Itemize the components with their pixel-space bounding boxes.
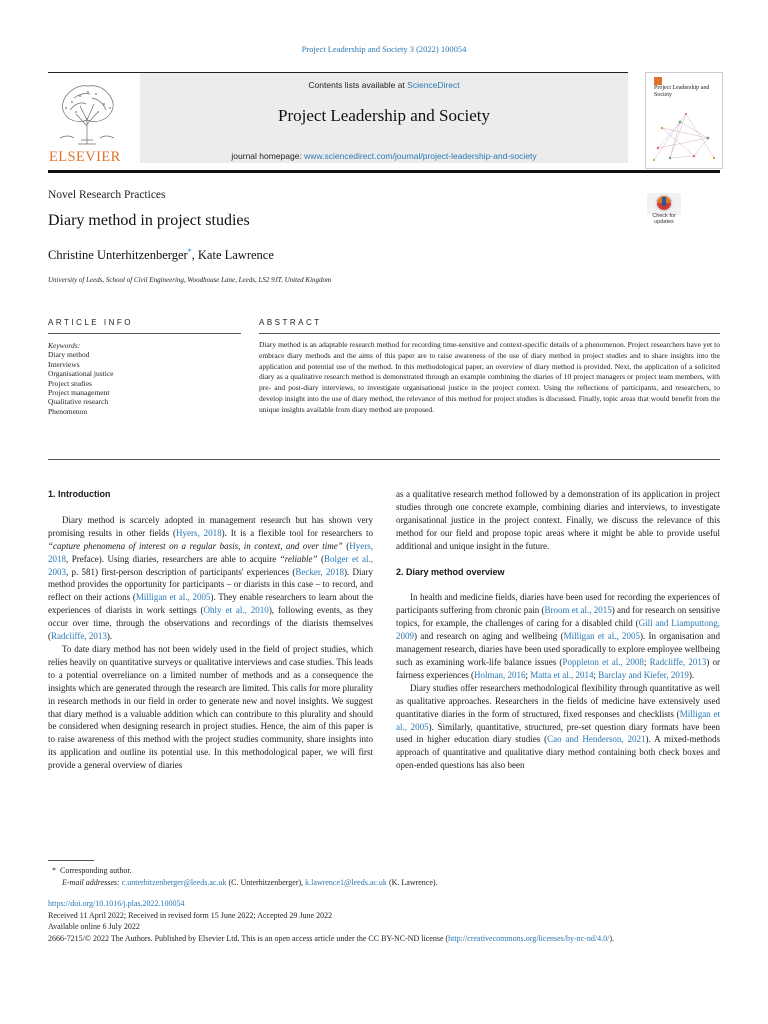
corresponding-author-text: Corresponding author. <box>60 866 132 875</box>
text-run: ). They enable researchers to learn about the experiences of diarists in work settings ( <box>48 592 373 616</box>
text-run: ) and research on aging and wellbeing ( <box>414 631 564 642</box>
text-run: ). Diary method provides the opportunity for participants – or diarists in this case – to record, and reflect on their actions ( <box>48 566 373 603</box>
article-info-heading: ARTICLE INFO <box>48 318 133 327</box>
email-owner-2: (K. Lawrence). <box>386 878 438 887</box>
license-line <box>48 933 720 945</box>
intro-paragraph-continued: as a qualitative research method followed by a demonstration of its application in project studies through one concrete example, combining diaries and interviews, to investigate organisational justice in the project context. Finally, we discuss the relevance of this method for our field and propose topic areas where it might be able to provide useful additional and unique insight in the future. <box>396 489 720 551</box>
citation-link[interactable]: Milligan et al., 2005 <box>135 592 211 603</box>
text-run: ( <box>342 540 350 551</box>
text-run: Diary studies offer researchers methodological flexibility through quantitative as well as qualitative approaches. Researchers in the fields of medicine have extensively used quantitative diaries in the form of structured, fixed responses and checklists ( <box>396 682 720 719</box>
header-thick-rule <box>48 170 720 173</box>
badge-line-2: updates <box>654 219 674 225</box>
abstract-heading: ABSTRACT <box>259 318 322 327</box>
corresponding-author-mark[interactable]: * <box>187 247 192 256</box>
overview-paragraph-2 <box>396 682 720 772</box>
citation-link[interactable]: Radcliffe, 2013 <box>51 631 107 642</box>
citation-link[interactable]: Hyers, 2018 <box>175 527 222 538</box>
citation-link[interactable]: Broom et al., 2015 <box>544 605 612 616</box>
keyword: Qualitative research <box>48 397 109 407</box>
citation-link[interactable]: Poppleton et al., 2008 <box>562 656 644 667</box>
text-run: ). Similarly, quantitative, structured, pre-set question diary formats have been used in higher education diary studies ( <box>396 721 720 745</box>
journal-homepage-line <box>140 151 628 161</box>
text-run: ; <box>593 669 599 680</box>
citation-link[interactable]: Milligan et al., 2005 <box>396 708 721 732</box>
citation-link[interactable]: Ohly et al., 2010 <box>203 605 269 616</box>
article-section-label: Novel Research Practices <box>48 189 166 201</box>
text-run: ) and for research on sensitive topics, for example, the challenges of caring for a disabled child ( <box>396 605 721 629</box>
citation-link[interactable]: Milligan et al., 2005 <box>563 631 640 642</box>
email-link-1[interactable]: c.unterhitzenberger@leeds.ac.uk <box>121 878 227 887</box>
elsevier-logo[interactable] <box>48 78 126 166</box>
citation-link[interactable]: Gill and Liamputtong, 2009 <box>396 618 720 642</box>
body-column-right <box>396 488 720 772</box>
footnotes <box>48 865 720 889</box>
citation-link[interactable]: Becker, 2018 <box>295 566 345 577</box>
text-run: , p. 581) first-person description of participants' experiences ( <box>66 566 296 577</box>
email-addresses <box>48 877 720 889</box>
email-link-2[interactable]: k.lawrence1@leeds.ac.uk <box>305 878 387 887</box>
author-separator: , <box>191 248 198 263</box>
citation-link[interactable]: Cao and Henderson, 2021 <box>547 734 646 745</box>
overview-paragraph-1 <box>396 591 720 681</box>
check-for-updates-icon <box>647 193 681 215</box>
author-affiliation: University of Leeds, School of Civil Engineering, Woodhouse Lane, Leeds, LS2 9JT, United Kingdom <box>48 276 332 284</box>
article-title: Diary method in project studies <box>48 212 250 229</box>
intro-paragraph-2: To date diary method has not been widely used in the field of project studies, which relies heavily on quantitative surveys or qualitative interviews and case studies. This leads to a potential overreliance on a limited number of methods and as a consequence the insights which are generated through the research are limited. This calls for more plurality in research methods in our field in order to generate new and novel insights. We suggest that diary method is a valuable addition which can contribute to this plurality and should be considered when designing research in project studies. Hence, the aim of this paper is to raise awareness of this method with the project studies community, share insights into its application and outline its potential use. In this methodological paper, we will first provide a general overview of diaries <box>48 643 373 771</box>
citation-link[interactable]: Hyers, 2018 <box>48 540 374 564</box>
intro-paragraph-1 <box>48 514 373 643</box>
section-1-heading: 1. Introduction <box>48 489 111 499</box>
contents-prefix: Contents lists available at <box>308 80 408 90</box>
cover-publisher-mark <box>654 77 662 85</box>
text-run: ). It is a flexible tool for researchers to <box>221 527 374 538</box>
citation-link[interactable]: Holman, 2016 <box>473 669 526 680</box>
article-info-rule <box>48 333 241 334</box>
text-run: , Preface). Using diaries, researchers are able to acquire <box>66 553 280 564</box>
citation-link[interactable]: Bolger et al., 2003 <box>48 553 373 577</box>
author-2[interactable]: Kate Lawrence <box>197 248 274 263</box>
text-run: ). In organisation and management research, diaries have been used sporadically to explore employee wellbeing such as examining work-life balance issues ( <box>396 631 720 667</box>
text-run: ). <box>106 631 113 642</box>
elsevier-wordmark: ELSEVIER <box>49 149 121 165</box>
cover-network-graphic <box>650 108 718 164</box>
journal-title: Project Leadership and Society <box>278 106 490 125</box>
keyword: Interviews <box>48 359 80 369</box>
corresponding-author-note <box>48 865 720 877</box>
keyword: Project studies <box>48 378 92 388</box>
body-column-left <box>48 488 373 772</box>
text-run: ( <box>317 553 324 564</box>
email-owner-1: (C. Unterhitzenberger), <box>226 878 306 887</box>
citation-link[interactable]: Barclay and Kiefer, 2019 <box>598 669 689 680</box>
keyword: Diary method <box>48 350 90 360</box>
footnote-mark: * <box>52 866 56 875</box>
keyword: Project management <box>48 388 110 398</box>
text-run: Diary method is scarcely adopted in management research but has shown very promising results in other fields ( <box>48 514 373 538</box>
quote-run: “reliable” <box>279 553 318 564</box>
author-list <box>48 247 274 263</box>
citation-link[interactable]: Matta et al., 2014 <box>530 669 594 680</box>
abstract-rule <box>259 333 720 334</box>
keyword: Organisational justice <box>48 369 114 379</box>
license-text: 2666-7215/© 2022 The Authors. Published by Elsevier Ltd. This is an open access article under the CC BY-NC-ND license ( <box>48 934 449 944</box>
text-run: ). <box>688 669 695 680</box>
text-run: ). A mixed-methods approach of quantitative and qualitative diary method containing both check boxes and open-ended questions has also been <box>396 734 720 771</box>
keyword: Phenomenon <box>48 406 88 416</box>
citation-link[interactable]: Radcliffe, 2013 <box>649 656 707 667</box>
keywords-label: Keywords: <box>48 341 81 350</box>
text-run: ; <box>525 669 531 680</box>
journal-homepage-link[interactable]: www.sciencedirect.com/journal/project-leadership-and-society <box>304 151 537 161</box>
check-for-updates-badge[interactable] <box>647 193 681 229</box>
text-run: ; <box>643 656 650 667</box>
quote-run: “capture phenomena of interest on a regular basis, in context, and over time” <box>48 540 343 551</box>
cover-title: Project Leadership and Society <box>654 85 710 98</box>
text-run: In health and medicine fields, diaries have been used for recording the experiences of participants suffering from chronic pain ( <box>396 592 720 616</box>
email-label: E-mail addresses: <box>62 878 120 887</box>
license-suffix: ). <box>609 934 614 944</box>
badge-line-1: Check for <box>652 213 676 219</box>
available-online: Available online 6 July 2022 <box>48 922 140 932</box>
keywords-list <box>48 341 243 416</box>
author-1[interactable]: Christine Unterhitzenberger <box>48 248 188 263</box>
text-run: ), following events, as they occur over time, through the observations and recordings of the diarists themselves ( <box>48 605 373 642</box>
abstract-text: Diary method is an adaptable research method for recording time-sensitive and context-specific details of a phenomenon. Project researchers have yet to embrace diary methods and the aims of this paper are to raise awareness of the use of diary method in project studies and to share insights into the application and potential use of the method. In this methodological paper, an overview of diary method is provided. Next, the application of a solicited diary as a qualitative research method is demonstrated through an example combining the diaries of 10 project managers or project team members, with pre- and post-diary interviews, to investigate organisational justice in the project context. Using the reflections of participants, and researchers, to develop insight into the use of diary method, the relevance of this method for project studies is discussed. Finally, topic areas that would benefit from the unique insights available from diary method are proposed. <box>259 340 720 414</box>
journal-citation[interactable]: Project Leadership and Society 3 (2022) 100054 <box>301 44 467 54</box>
text-run: ) or fairness experiences ( <box>396 656 720 680</box>
footnote-rule <box>48 860 94 861</box>
license-link[interactable]: http://creativecommons.org/licenses/by-nc-nd/4.0/ <box>448 934 610 944</box>
sciencedirect-link[interactable]: ScienceDirect <box>407 80 460 90</box>
homepage-prefix: journal homepage: <box>231 151 305 161</box>
section-2-heading: 2. Diary method overview <box>396 566 505 577</box>
received-dates: Received 11 April 2022; Received in revised form 15 June 2022; Accepted 29 June 2022 <box>48 910 333 920</box>
publication-info <box>48 898 720 945</box>
journal-cover-thumbnail[interactable] <box>645 72 723 169</box>
doi-link[interactable]: https://doi.org/10.1016/j.plas.2022.100054 <box>48 899 185 908</box>
abstract-bottom-rule <box>48 459 720 460</box>
contents-available-line <box>140 80 628 90</box>
